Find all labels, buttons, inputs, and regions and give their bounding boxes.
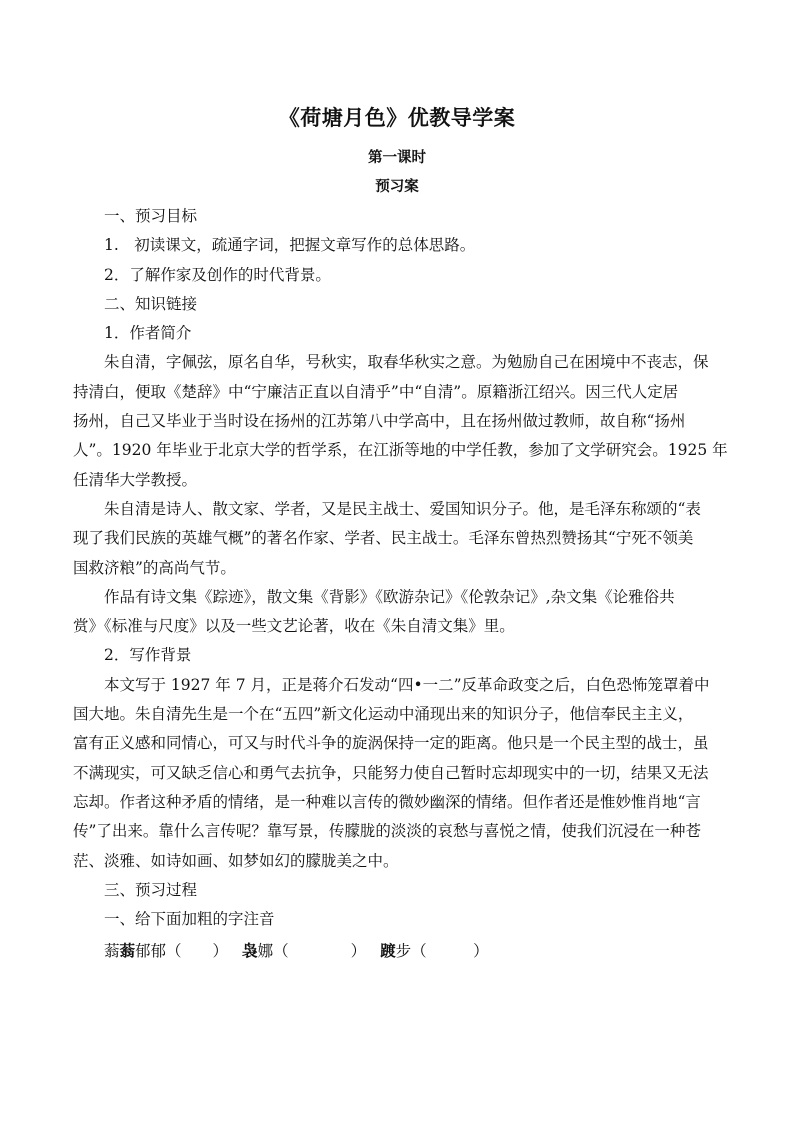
background-paragraph-line: 忘却。作者这种矛盾的情绪，是一种难以言传的微妙幽深的情绪。但作者还是惟妙惟肖地“言	[73, 792, 701, 811]
background-paragraph-line: 不满现实，可又缺乏信心和勇气去抗争，只能努力使自己暂时忘却现实中的一切，结果又无法	[73, 763, 709, 782]
background-paragraph-line: 传”了出来。靠什么言传呢？靠写景，传朦胧的淡淡的哀愁与喜悦之情，使我们沉浸在一种苍	[73, 822, 701, 841]
pinyin-item-3: 踱步（ ）	[380, 941, 489, 961]
heading-preview-goals: 一、预习目标	[104, 207, 198, 225]
bio-paragraph-1-line: 人”。1920 年毕业于北京大学的哲学系，在江浙等地的中学任教，参加了文学研究会。1925 年	[73, 441, 728, 460]
subheading-author-intro: 1．作者简介	[104, 324, 192, 343]
bio-paragraph-2-line: 朱自清是诗人、散文家、学者，又是民主战士、爱国知识分子。他，是毛泽东称颂的“表	[104, 499, 701, 518]
task-pinyin-instruction: 一、给下面加粗的字注音	[104, 910, 275, 929]
document-body	[73, 202, 728, 967]
bio-paragraph-2-line: 国救济粮”的高尚气节。	[73, 558, 236, 577]
bio-paragraph-1-line: 持清白，便取《楚辞》中“宁廉洁正直以自清乎”中“自清”。原籍浙江绍兴。因三代人定居	[73, 382, 679, 401]
lesson-label: 第一课时	[368, 150, 426, 166]
bio-paragraph-1-line: 朱自清，字佩弦，原名自华，号秋实，取春华秋实之意。为勉励自己在困境中不丧志，保	[104, 353, 709, 372]
bio-paragraph-2-line: 现了我们民族的英雄气概”的著名作家、学者、民主战士。毛泽东曾热烈赞扬其“宁死不领美	[73, 529, 694, 548]
bio-paragraph-1-line: 任清华大学教授。	[73, 470, 198, 489]
bio-paragraph-1-line: 扬州，自己又毕业于当时设在扬州的江苏第八中学高中，且在扬州做过教师，故自称“扬州	[73, 412, 686, 431]
background-paragraph-line: 本文写于 1927 年 7 月，正是蒋介石发动“四•一二”反革命政变之后，白色恐怖笼罩着中	[104, 675, 710, 694]
heading-preview-process: 三、预习过程	[104, 880, 198, 899]
section-label: 预习案	[375, 179, 419, 195]
document-title: 《荷塘月色》优教导学案	[278, 106, 516, 130]
works-paragraph-line: 作品有诗文集《踪迹》，散文集《背影》《欧游杂记》《伦敦杂记》,杂文集《论雅俗共	[104, 587, 675, 606]
pinyin-item-2: 袅娜（ ）	[242, 941, 367, 961]
pinyin-item-1: 蓊蓊郁郁（ ）	[104, 941, 229, 961]
background-paragraph-line: 国大地。朱自清先生是一个在“五四”新文化运动中涌现出来的知识分子，他信奉民主主义，	[73, 705, 694, 724]
background-paragraph-line: 富有正义感和同情心，可又与时代斗争的旋涡保持一定的距离。他只是一个民主型的战士，虽	[73, 734, 709, 753]
goal-item-2: 2．了解作家及创作的时代背景。	[104, 265, 331, 284]
background-paragraph-line: 茫、淡雅、如诗如画、如梦如幻的朦胧美之中。	[73, 851, 399, 870]
pinyin-exercise-row	[104, 936, 722, 966]
goal-item-1: 1. 初读课文，疏通字词，把握文章写作的总体思路。	[104, 236, 476, 255]
works-paragraph-line: 赏》《标准与尺度》以及一些文艺论著，收在《朱自清文集》里。	[73, 617, 515, 636]
subheading-writing-background: 2．写作背景	[104, 646, 192, 665]
heading-knowledge-link: 二、知识链接	[104, 294, 198, 313]
